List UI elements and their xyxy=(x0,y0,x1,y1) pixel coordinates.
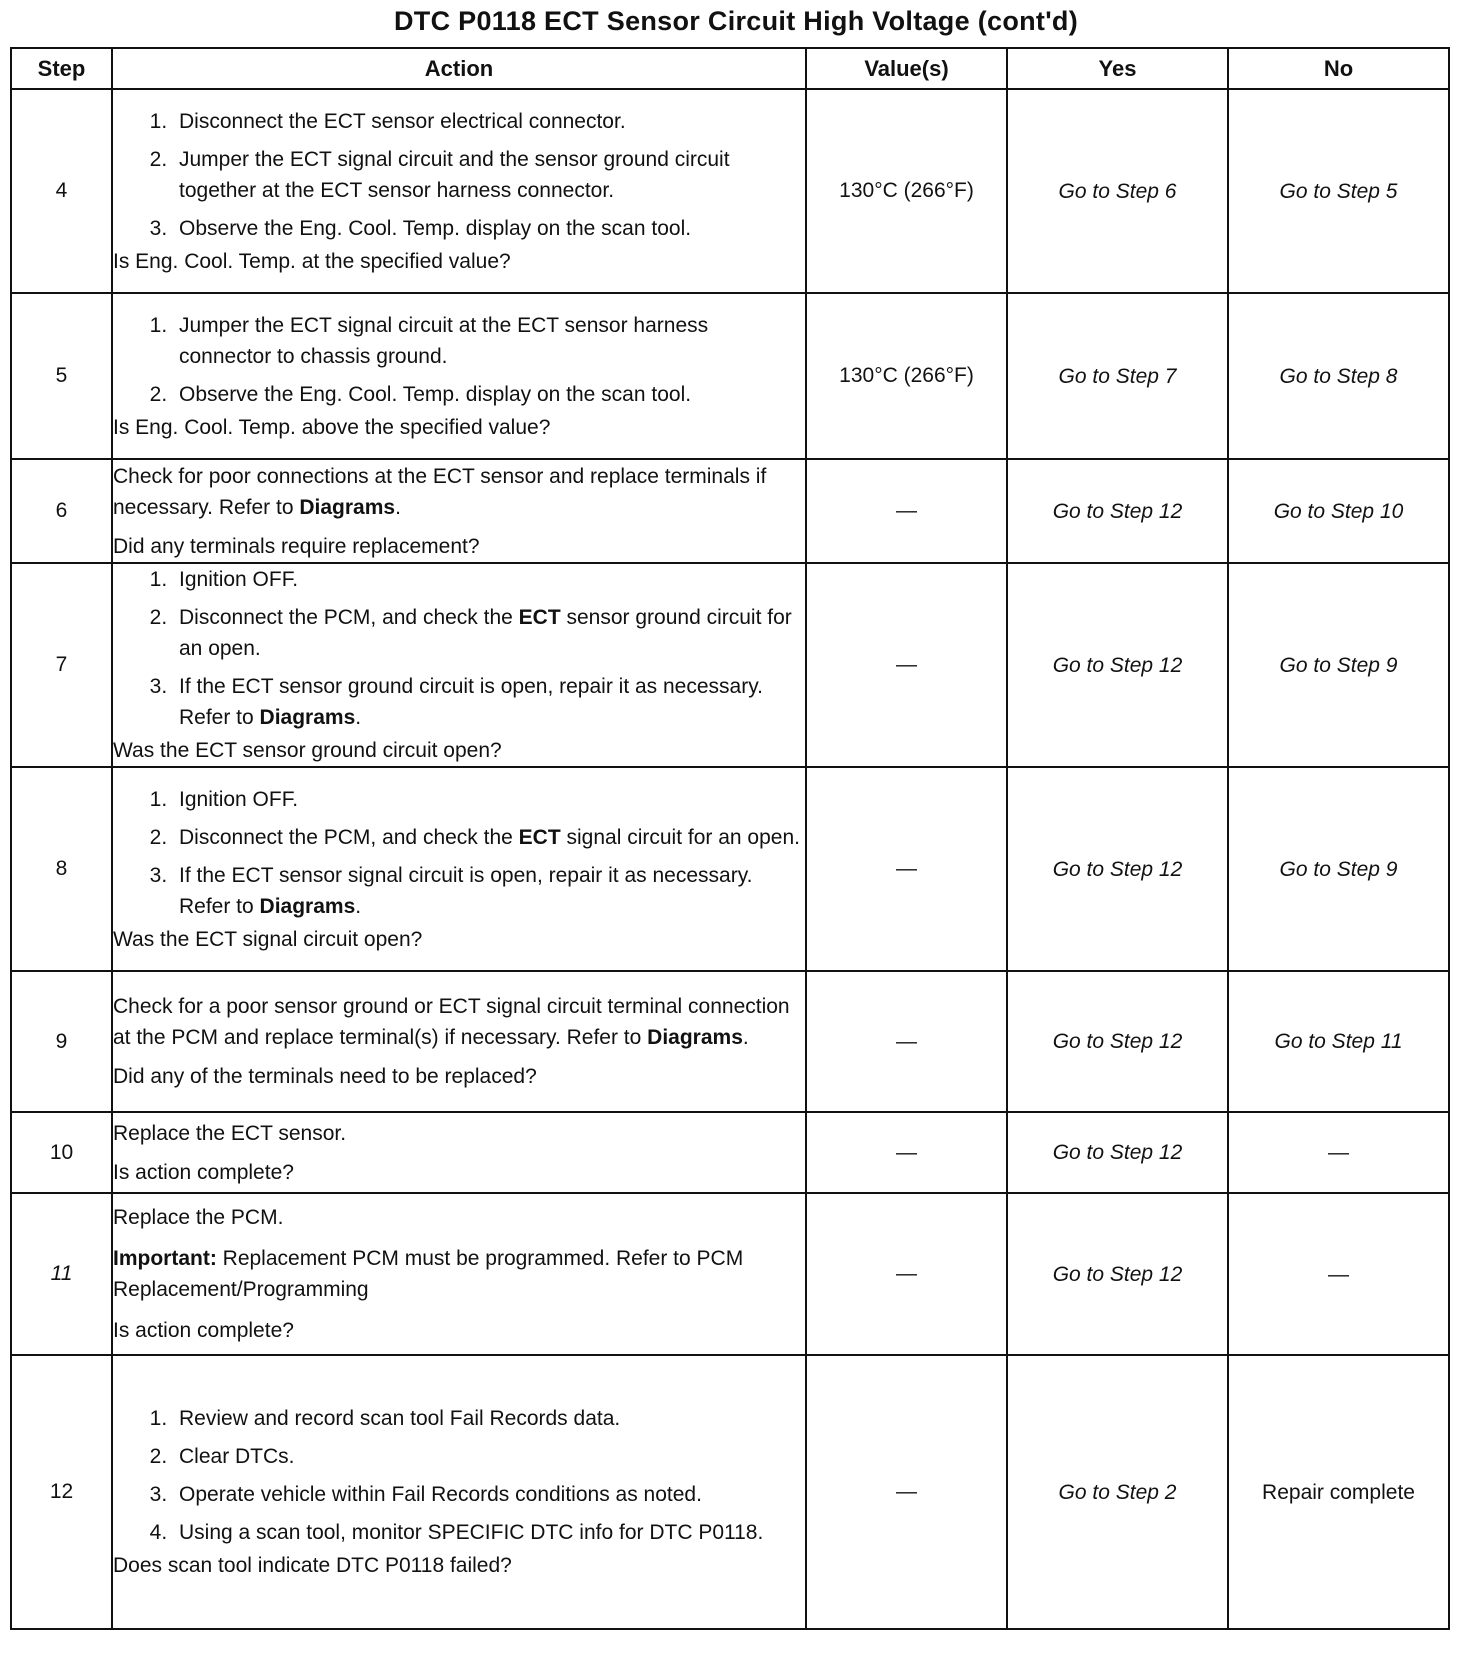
action-item: 1. Review and record scan tool Fail Records data. xyxy=(173,1403,805,1434)
action-cell xyxy=(112,1355,806,1629)
header-value: Value(s) xyxy=(806,48,1007,89)
table-row xyxy=(11,1193,1449,1355)
yes-cell: Go to Step 6 xyxy=(1007,89,1228,293)
action-question: Does scan tool indicate DTC P0118 failed? xyxy=(113,1554,512,1577)
yes-cell: Go to Step 12 xyxy=(1007,1193,1228,1355)
value-cell: — xyxy=(806,563,1007,767)
action-question: Is Eng. Cool. Temp. at the specified value? xyxy=(113,249,511,273)
action-list xyxy=(113,1403,805,1548)
no-cell: Go to Step 11 xyxy=(1228,971,1449,1112)
action-question: Was the ECT signal circuit open? xyxy=(113,927,423,951)
action-cell xyxy=(112,1112,806,1193)
action-item xyxy=(173,671,805,733)
yes-cell: Go to Step 12 xyxy=(1007,971,1228,1112)
action-list xyxy=(113,784,805,922)
table-row xyxy=(11,767,1449,971)
header-yes: Yes xyxy=(1007,48,1228,89)
action-item: 1. Ignition OFF. xyxy=(173,564,805,595)
important-note xyxy=(113,1243,805,1305)
yes-cell: Go to Step 2 xyxy=(1007,1355,1228,1629)
table-row xyxy=(11,293,1449,459)
step-number: 10 xyxy=(11,1112,112,1193)
action-item xyxy=(173,860,805,922)
action-text-part: Disconnect the PCM, and check the xyxy=(179,606,519,629)
action-cell xyxy=(112,971,806,1112)
value-cell: — xyxy=(806,971,1007,1112)
value-cell: — xyxy=(806,459,1007,563)
action-text-part: signal circuit for an open. xyxy=(560,825,800,849)
action-cell xyxy=(112,563,806,767)
action-item: 2. Jumper the ECT signal circuit and the sensor ground circuit together at the ECT sensor harness connector. xyxy=(173,144,805,206)
no-cell: Go to Step 5 xyxy=(1228,89,1449,293)
action-text-part: . xyxy=(355,894,362,918)
action-text: Replace the PCM. xyxy=(113,1206,284,1229)
step-number: 11 xyxy=(11,1193,112,1355)
table-row xyxy=(11,971,1449,1112)
action-item: 1. Ignition OFF. xyxy=(173,784,805,815)
value-cell: — xyxy=(806,1355,1007,1629)
table-row xyxy=(11,89,1449,293)
no-cell: Go to Step 8 xyxy=(1228,293,1449,459)
no-cell: Go to Step 10 xyxy=(1228,459,1449,563)
value-cell: 130°C (266°F) xyxy=(806,293,1007,459)
table-row xyxy=(11,1355,1449,1629)
action-question: Is action complete? xyxy=(113,1160,294,1184)
action-question: Did any terminals require replacement? xyxy=(113,534,480,558)
diagrams-reference: Diagrams xyxy=(259,706,356,729)
header-no: No xyxy=(1228,48,1449,89)
yes-cell: Go to Step 12 xyxy=(1007,767,1228,971)
step-number: 8 xyxy=(11,767,112,971)
action-text-part: sensor ground circuit for an open. xyxy=(179,606,792,660)
action-cell xyxy=(112,459,806,563)
action-text-part: Disconnect the PCM, and check the xyxy=(179,825,519,849)
table-header-row xyxy=(11,48,1449,89)
no-cell: — xyxy=(1228,1112,1449,1193)
step-number: 5 xyxy=(11,293,112,459)
header-step: Step xyxy=(11,48,112,89)
yes-cell: Go to Step 7 xyxy=(1007,293,1228,459)
important-label: Important: xyxy=(113,1247,217,1270)
action-cell xyxy=(112,767,806,971)
action-text-part: Check for poor connections at the ECT sensor and replace terminals if necessary. Refer to xyxy=(113,464,767,519)
action-question: Did any of the terminals need to be replaced? xyxy=(113,1065,537,1088)
action-item: 2. Observe the Eng. Cool. Temp. display on the scan tool. xyxy=(173,379,805,410)
step-number: 12 xyxy=(11,1355,112,1629)
page-title: DTC P0118 ECT Sensor Circuit High Voltage (cont'd) xyxy=(393,6,1078,36)
ect-emphasis: ECT xyxy=(518,825,561,849)
no-cell: Go to Step 9 xyxy=(1228,563,1449,767)
table-row xyxy=(11,563,1449,767)
action-text xyxy=(113,991,805,1053)
action-item: 3. Operate vehicle within Fail Records conditions as noted. xyxy=(173,1479,805,1510)
action-list xyxy=(113,564,805,733)
no-cell: Go to Step 9 xyxy=(1228,767,1449,971)
important-text: Replacement PCM must be programmed. Refer to PCM Replacement/Programming xyxy=(113,1247,744,1301)
no-cell: — xyxy=(1228,1193,1449,1355)
table-row xyxy=(11,459,1449,563)
step-number: 4 xyxy=(11,89,112,293)
action-item xyxy=(173,822,805,853)
action-item: 3. Observe the Eng. Cool. Temp. display on the scan tool. xyxy=(173,213,805,244)
step-number: 6 xyxy=(11,459,112,563)
value-cell: — xyxy=(806,1193,1007,1355)
diagrams-reference: Diagrams xyxy=(259,894,356,918)
diagrams-reference: Diagrams xyxy=(299,495,396,519)
yes-cell: Go to Step 12 xyxy=(1007,1112,1228,1193)
action-question: Is action complete? xyxy=(113,1319,294,1342)
action-question: Is Eng. Cool. Temp. above the specified value? xyxy=(113,415,551,439)
value-cell: — xyxy=(806,767,1007,971)
diagnostic-table xyxy=(10,47,1450,1630)
action-list xyxy=(113,106,805,244)
action-text: Replace the ECT sensor. xyxy=(113,1121,347,1145)
action-text-part: If the ECT sensor ground circuit is open, repair it as necessary. Refer to xyxy=(179,675,763,729)
action-cell xyxy=(112,89,806,293)
action-question: Was the ECT sensor ground circuit open? xyxy=(113,739,502,762)
value-cell: — xyxy=(806,1112,1007,1193)
action-text-part: . xyxy=(395,495,401,519)
action-text-part: If the ECT sensor signal circuit is open, repair it as necessary. Refer to xyxy=(179,863,753,918)
action-item: 1. Jumper the ECT signal circuit at the ECT sensor harness connector to chassis ground. xyxy=(173,310,805,372)
action-item: 2. Clear DTCs. xyxy=(173,1441,805,1472)
action-list xyxy=(113,310,805,410)
action-text-part: . xyxy=(742,1026,749,1049)
action-text-part: Check for a poor sensor ground or ECT signal circuit terminal connection at the PCM and replace terminal(s) if necessary. Refer to xyxy=(113,995,790,1049)
action-item xyxy=(173,602,805,664)
step-number: 9 xyxy=(11,971,112,1112)
table-row xyxy=(11,1112,1449,1193)
header-action: Action xyxy=(112,48,806,89)
step-number: 7 xyxy=(11,563,112,767)
action-item: 1. Disconnect the ECT sensor electrical connector. xyxy=(173,106,805,137)
yes-cell: Go to Step 12 xyxy=(1007,459,1228,563)
action-text-part: . xyxy=(355,706,362,729)
action-cell xyxy=(112,1193,806,1355)
no-cell: Repair complete xyxy=(1228,1355,1449,1629)
ect-emphasis: ECT xyxy=(518,606,561,629)
action-item: 4. Using a scan tool, monitor SPECIFIC DTC info for DTC P0118. xyxy=(173,1517,805,1548)
action-text xyxy=(113,461,805,523)
diagrams-reference: Diagrams xyxy=(647,1026,743,1049)
value-cell: 130°C (266°F) xyxy=(806,89,1007,293)
action-cell xyxy=(112,293,806,459)
yes-cell: Go to Step 12 xyxy=(1007,563,1228,767)
